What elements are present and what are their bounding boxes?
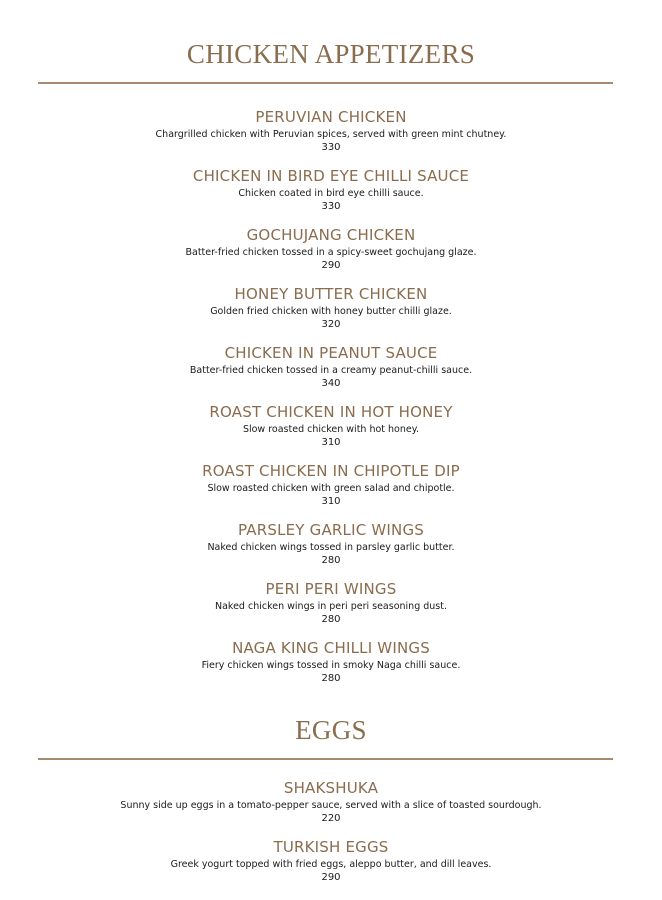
menu-item: [0, 779, 662, 838]
menu-item: [0, 108, 662, 167]
item-name: SHAKSHUKA: [283, 779, 379, 797]
item-price: 280: [321, 614, 341, 625]
eggs-list: [0, 779, 662, 897]
item-price: 280: [321, 555, 341, 566]
item-price: 330: [321, 201, 341, 212]
item-price: 320: [321, 319, 341, 330]
item-description: Naked chicken wings tossed in parsley garlic butter.: [207, 542, 455, 553]
item-name: PARSLEY GARLIC WINGS: [237, 521, 424, 539]
chicken-appetizers-list: [0, 108, 662, 698]
item-price: 290: [321, 872, 341, 883]
item-name: CHICKEN IN PEANUT SAUCE: [224, 344, 438, 362]
menu-item: [0, 167, 662, 226]
item-price: 310: [321, 496, 341, 507]
menu-item: [0, 462, 662, 521]
item-description: Batter-fried chicken tossed in a spicy-sweet gochujang glaze.: [185, 247, 477, 258]
item-name: ROAST CHICKEN IN HOT HONEY: [209, 403, 453, 421]
section-title-eggs: EGGS: [295, 715, 367, 745]
menu-item: [0, 285, 662, 344]
item-name: NAGA KING CHILLI WINGS: [232, 639, 430, 657]
item-description: Slow roasted chicken with green salad and chipotle.: [207, 483, 455, 494]
item-description: Golden fried chicken with honey butter chilli glaze.: [210, 306, 452, 317]
item-description: Slow roasted chicken with hot honey.: [242, 424, 420, 435]
menu-item: [0, 639, 662, 698]
menu-item: [0, 403, 662, 462]
section-divider: [38, 758, 613, 760]
item-name: TURKISH EGGS: [273, 838, 389, 856]
item-description: Sunny side up eggs in a tomato-pepper sauce, served with a slice of toasted sourdough.: [120, 800, 542, 811]
item-price: 290: [321, 260, 341, 271]
item-description: Batter-fried chicken tossed in a creamy peanut-chilli sauce.: [189, 365, 473, 376]
item-name: GOCHUJANG CHICKEN: [246, 226, 416, 244]
section-divider: [38, 82, 613, 84]
item-description: Chargrilled chicken with Peruvian spices, served with green mint chutney.: [155, 129, 507, 140]
item-description: Naked chicken wings in peri peri seasoning dust.: [215, 601, 447, 612]
menu-item: [0, 226, 662, 285]
item-price: 280: [321, 673, 341, 684]
menu-item: [0, 344, 662, 403]
menu-item: [0, 580, 662, 639]
item-price: 340: [321, 378, 341, 389]
item-name: PERUVIAN CHICKEN: [255, 108, 407, 126]
item-price: 330: [321, 142, 341, 153]
item-price: 220: [321, 813, 341, 824]
menu-item: [0, 521, 662, 580]
section-title-chicken-appetizers: CHICKEN APPETIZERS: [186, 39, 476, 69]
menu-item: [0, 838, 662, 897]
item-name: CHICKEN IN BIRD EYE CHILLI SAUCE: [192, 167, 470, 185]
item-name: PERI PERI WINGS: [265, 580, 397, 598]
item-description: Greek yogurt topped with fried eggs, aleppo butter, and dill leaves.: [170, 859, 492, 870]
item-name: ROAST CHICKEN IN CHIPOTLE DIP: [202, 462, 460, 480]
item-name: HONEY BUTTER CHICKEN: [234, 285, 428, 303]
item-description: Chicken coated in bird eye chilli sauce.: [238, 188, 424, 199]
item-price: 310: [321, 437, 341, 448]
item-description: Fiery chicken wings tossed in smoky Naga chilli sauce.: [201, 660, 461, 671]
